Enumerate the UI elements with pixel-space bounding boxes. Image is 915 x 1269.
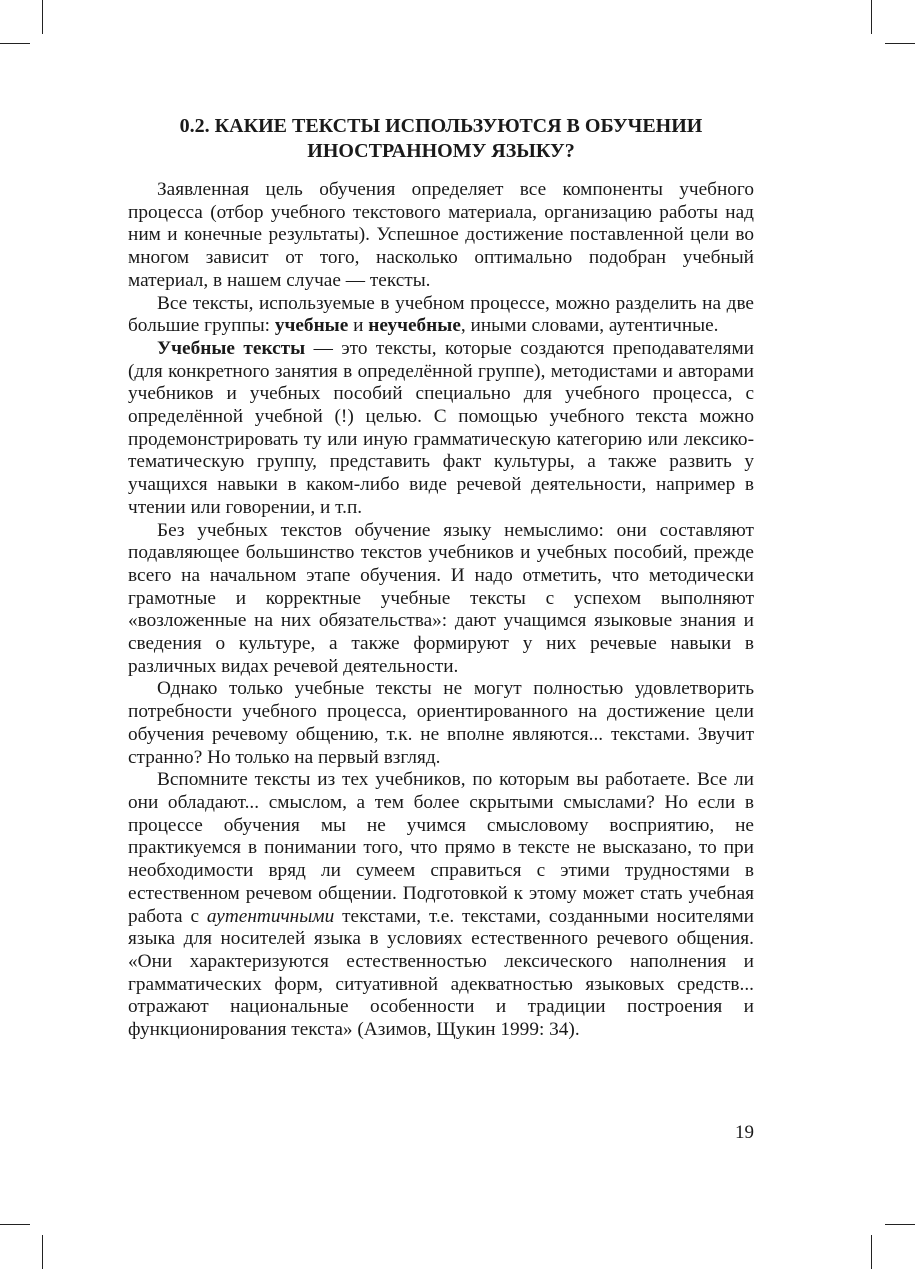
crop-mark [0, 43, 30, 44]
text-run: текстами, т.е. текстами, созданными носителями языка для носителей языка в условиях естественного речевого общения. «Они характеризуются естественностью лексического наполнения и грамматических форм, ситуативной адекватностью языковых средств... отражают национальные особенности и традиции построения и функционирования текста» (Азимов, Щукин 1999: 34). [128, 905, 754, 1041]
crop-mark [871, 0, 872, 34]
text-run: Заявленная цель обучения определяет все компоненты учебного процесса (отбор учебного текстового материала, организацию работы над ним и конечные результаты). Успешное достижение поставленной цели во многом зависит от того, насколько оптимально подобран учебный материал, в нашем случае — тексты. [128, 179, 754, 291]
crop-mark [42, 0, 43, 34]
crop-mark [885, 43, 915, 44]
text-run: Без учебных текстов обучение языку немыслимо: они составляют подавляющее большинство текстов учебников и учебных пособий, прежде всего на начальном этапе обучения. И надо отметить, что методически грамотные и корректные учебные тексты с успехом выполняют «возложенные на них обязательства»: дают учащимся языковые знания и сведения о культуре, а также формируют у них речевые навыки в различных видах речевой деятельности. [128, 519, 754, 677]
text-run: — это тексты, которые создаются преподавателями (для конкретного занятия в определённой группе), методистами и авторами учебников и учебных пособий специально для учебного процесса, с определённой учебной (!) целью. С помощью учебного текста можно продемонстрировать ту или иную грамматическую категорию или лексико-тематическую группу, представить факт культуры, а также развить у учащихся навыки в каком-либо виде речевой деятельности, например в чтении или говорении, и т.п. [128, 337, 754, 518]
crop-mark [0, 1224, 30, 1225]
paragraph [128, 179, 754, 293]
paragraph [128, 293, 754, 338]
paragraph [128, 520, 754, 679]
crop-mark [871, 1235, 872, 1269]
text-run: Вспомните тексты из тех учебников, по которым вы работаете. Все ли они обладают... смыслом, а тем более скрытыми смыслами? Но если в процессе обучения мы не учимся смысловому восприятию, не практикуемся в понимании того, что прямо в тексте не высказано, то при необходимости вряд ли сумеем справиться с этими трудностями в естественном речевом общении. Подготовкой к этому может стать учебная работа с [128, 769, 754, 927]
page-number: 19 [735, 1122, 754, 1143]
bold-term: неучебные [368, 315, 461, 337]
text-run: , иными словами, аутентичные. [460, 315, 719, 337]
page-content [128, 114, 754, 1042]
paragraph [128, 338, 754, 520]
text-run: и [348, 315, 369, 337]
bold-term: Учебные тексты [157, 337, 306, 359]
paragraph [128, 678, 754, 769]
body-text [128, 179, 754, 1042]
section-heading [128, 114, 754, 164]
text-run: Все тексты, используемые в учебном процессе, можно разделить на две большие группы: [128, 292, 754, 337]
italic-term: аутентичными [206, 905, 335, 927]
heading-line: 0.2. КАКИЕ ТЕКСТЫ ИСПОЛЬЗУЮТСЯ В ОБУЧЕНИИ [179, 115, 703, 137]
text-run: Однако только учебные тексты не могут полностью удовлетворить потребности учебного процесса, ориентированного на достижение цели обучения речевому общению, т.к. не вполне являются... текстами. Звучит странно? Но только на первый взгляд. [128, 678, 754, 768]
bold-term: учебные [274, 315, 349, 337]
paragraph [128, 769, 754, 1041]
crop-mark [42, 1235, 43, 1269]
crop-mark [885, 1224, 915, 1225]
heading-line: ИНОСТРАННОМУ ЯЗЫКУ? [307, 140, 575, 162]
